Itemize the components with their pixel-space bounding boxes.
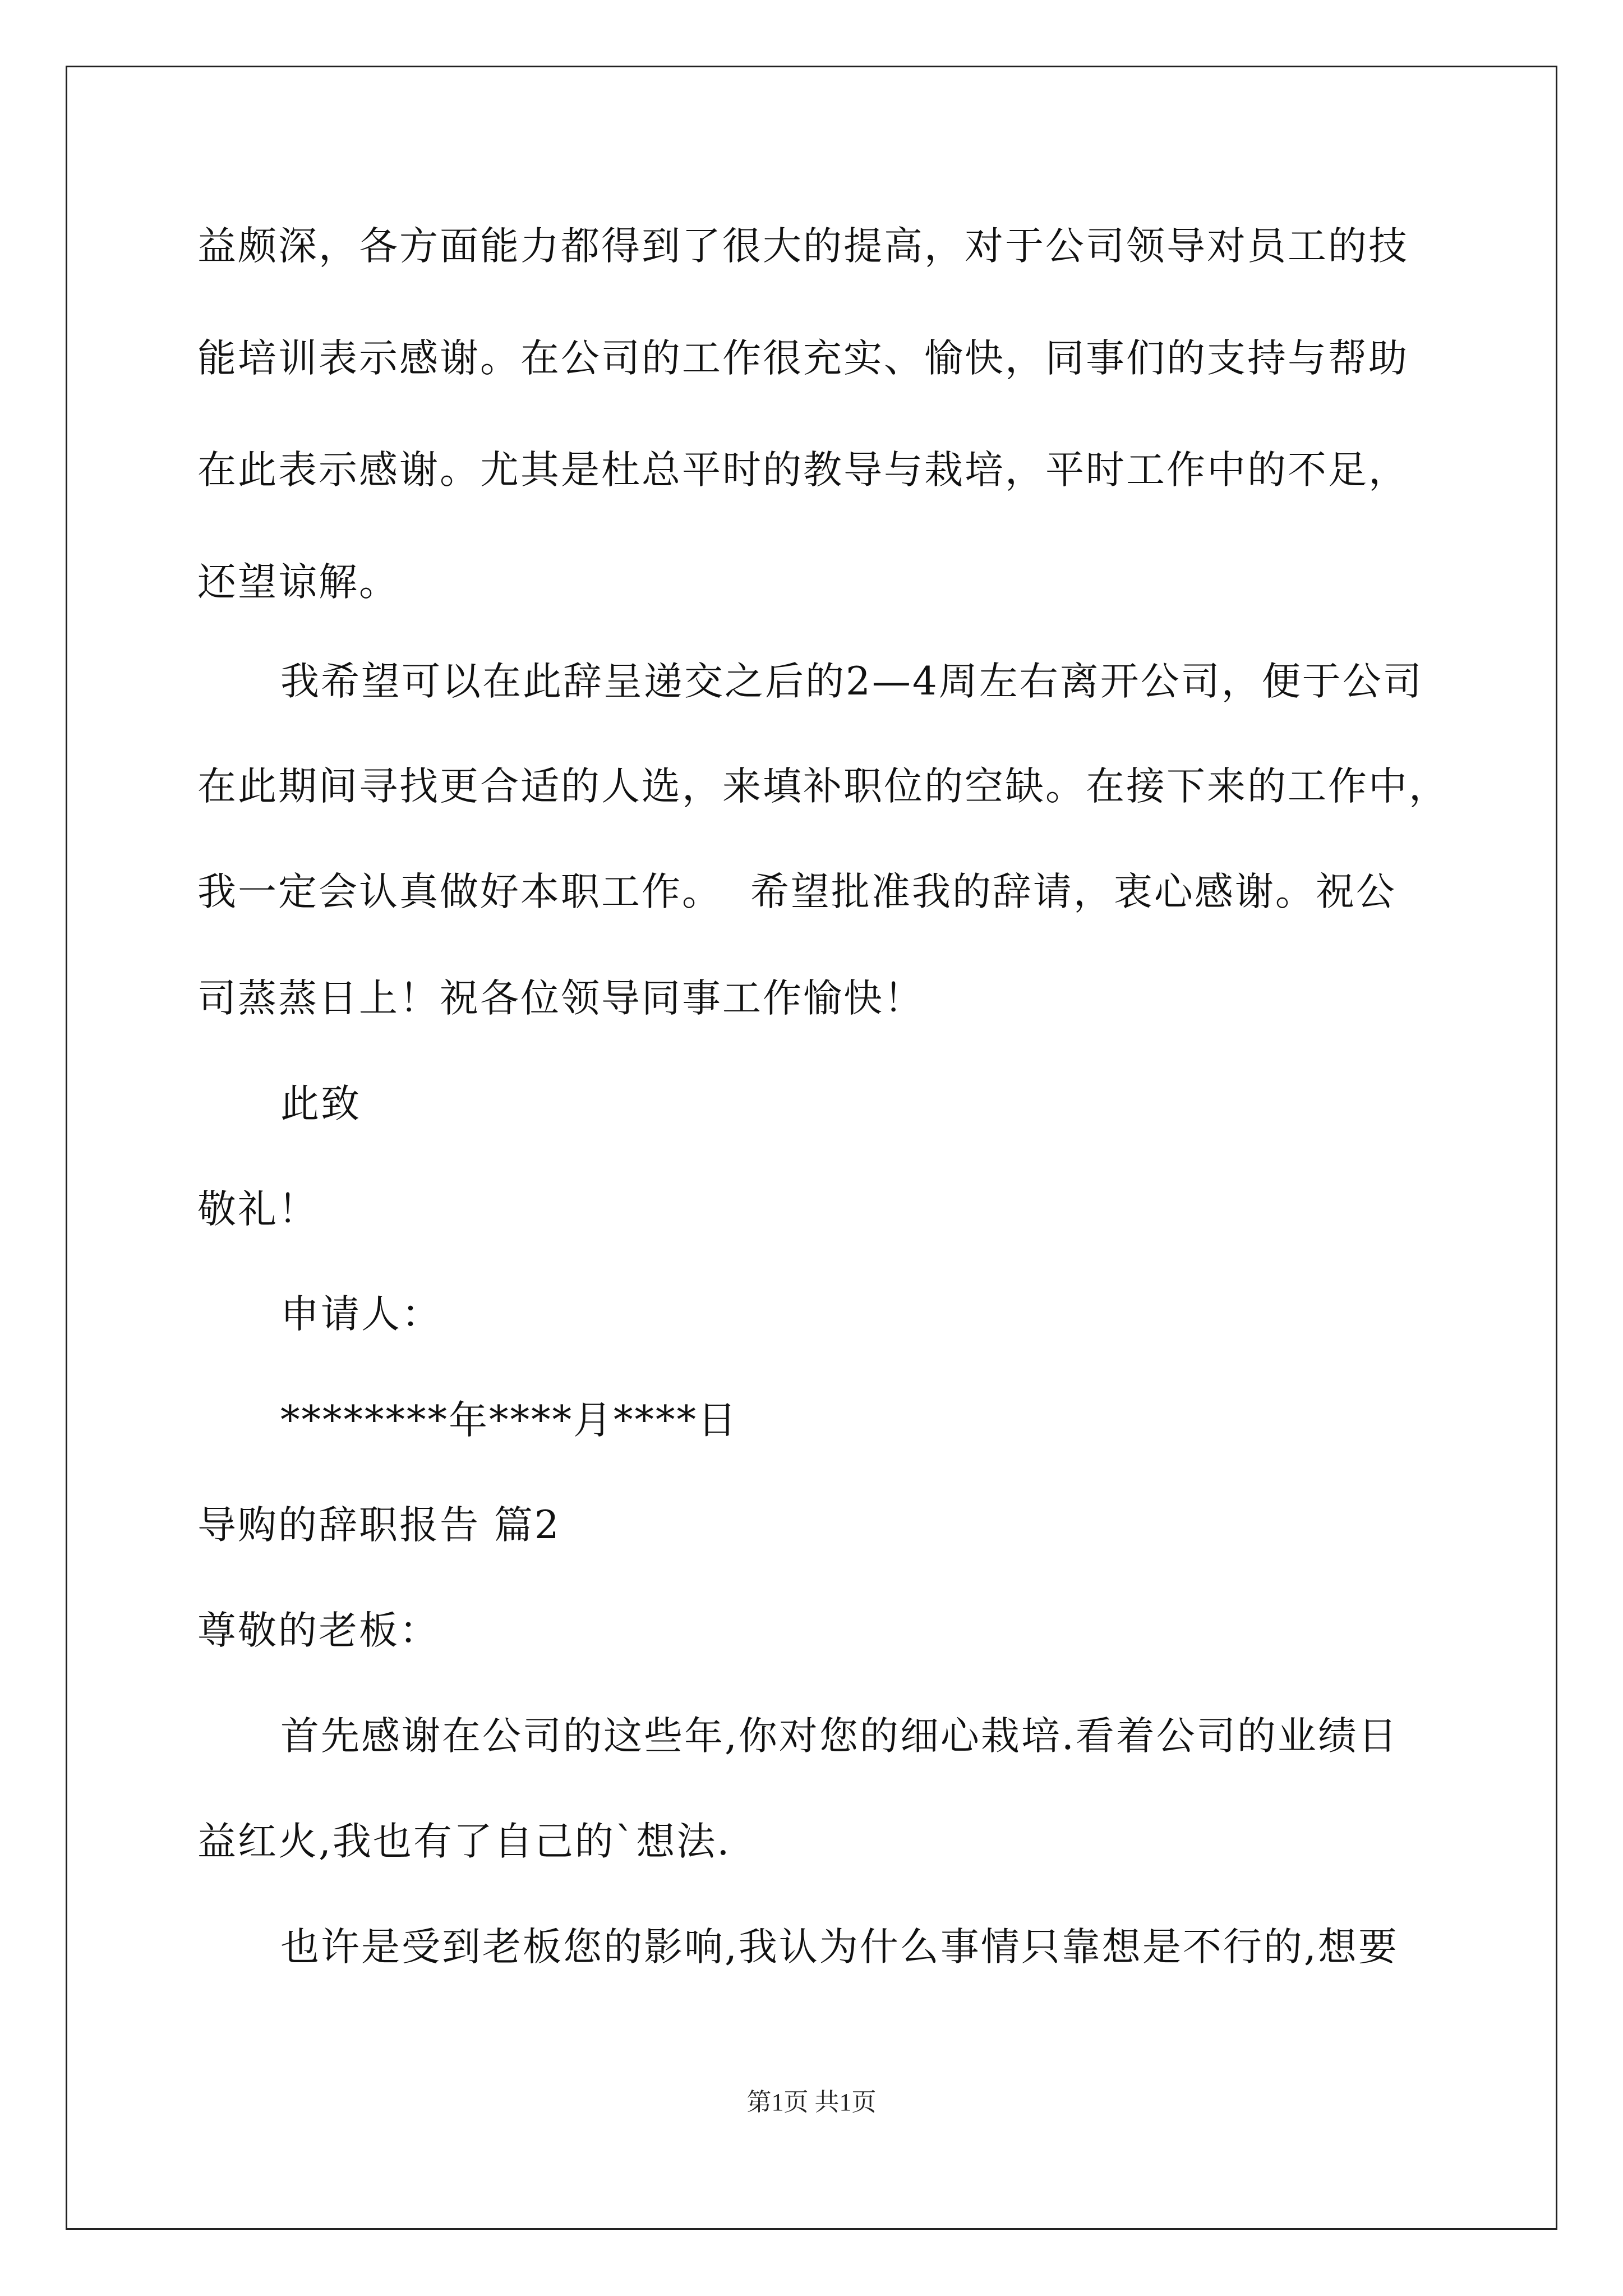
greeting: 尊敬的老板：: [197, 1608, 440, 1653]
section-title: 导购的辞职报告 篇2: [197, 1503, 561, 1548]
body-line: 在此表示感谢。尤其是杜总平时的教导与栽培，平时工作中的不足，: [197, 448, 1409, 493]
body-line: 益红火,我也有了自己的`想法.: [197, 1819, 731, 1864]
body-line: 益颇深，各方面能力都得到了很大的提高，对于公司领导对员工的技: [197, 224, 1409, 269]
body-line: 首先感谢在公司的这些年,你对您的细心栽培.看着公司的业绩日: [280, 1714, 1399, 1759]
applicant-label: 申请人：: [280, 1292, 442, 1337]
body-line: 司蒸蒸日上！祝各位领导同事工作愉快！: [197, 976, 924, 1021]
body-line: 在此期间寻找更合适的人选，来填补职位的空缺。在接下来的工作中，: [197, 764, 1449, 809]
body-line: 我一定会认真做好本职工作。 希望批准我的辞请，衷心感谢。祝公: [197, 869, 1396, 914]
salutation: 敬礼！: [197, 1187, 319, 1232]
closing-phrase: 此致: [280, 1082, 361, 1126]
body-line: 还望谅解。: [197, 560, 399, 605]
date-line: ********年****月****日: [280, 1398, 738, 1443]
page-border: [66, 66, 1557, 2230]
page-footer: 第1页 共1页: [746, 2088, 877, 2116]
body-line: 也许是受到老板您的影响,我认为什么事情只靠想是不行的,想要: [280, 1925, 1399, 1970]
body-line: 能培训表示感谢。在公司的工作很充实、愉快，同事们的支持与帮助: [197, 336, 1409, 381]
body-line: 我希望可以在此辞呈递交之后的2—4周左右离开公司，便于公司: [280, 659, 1423, 704]
